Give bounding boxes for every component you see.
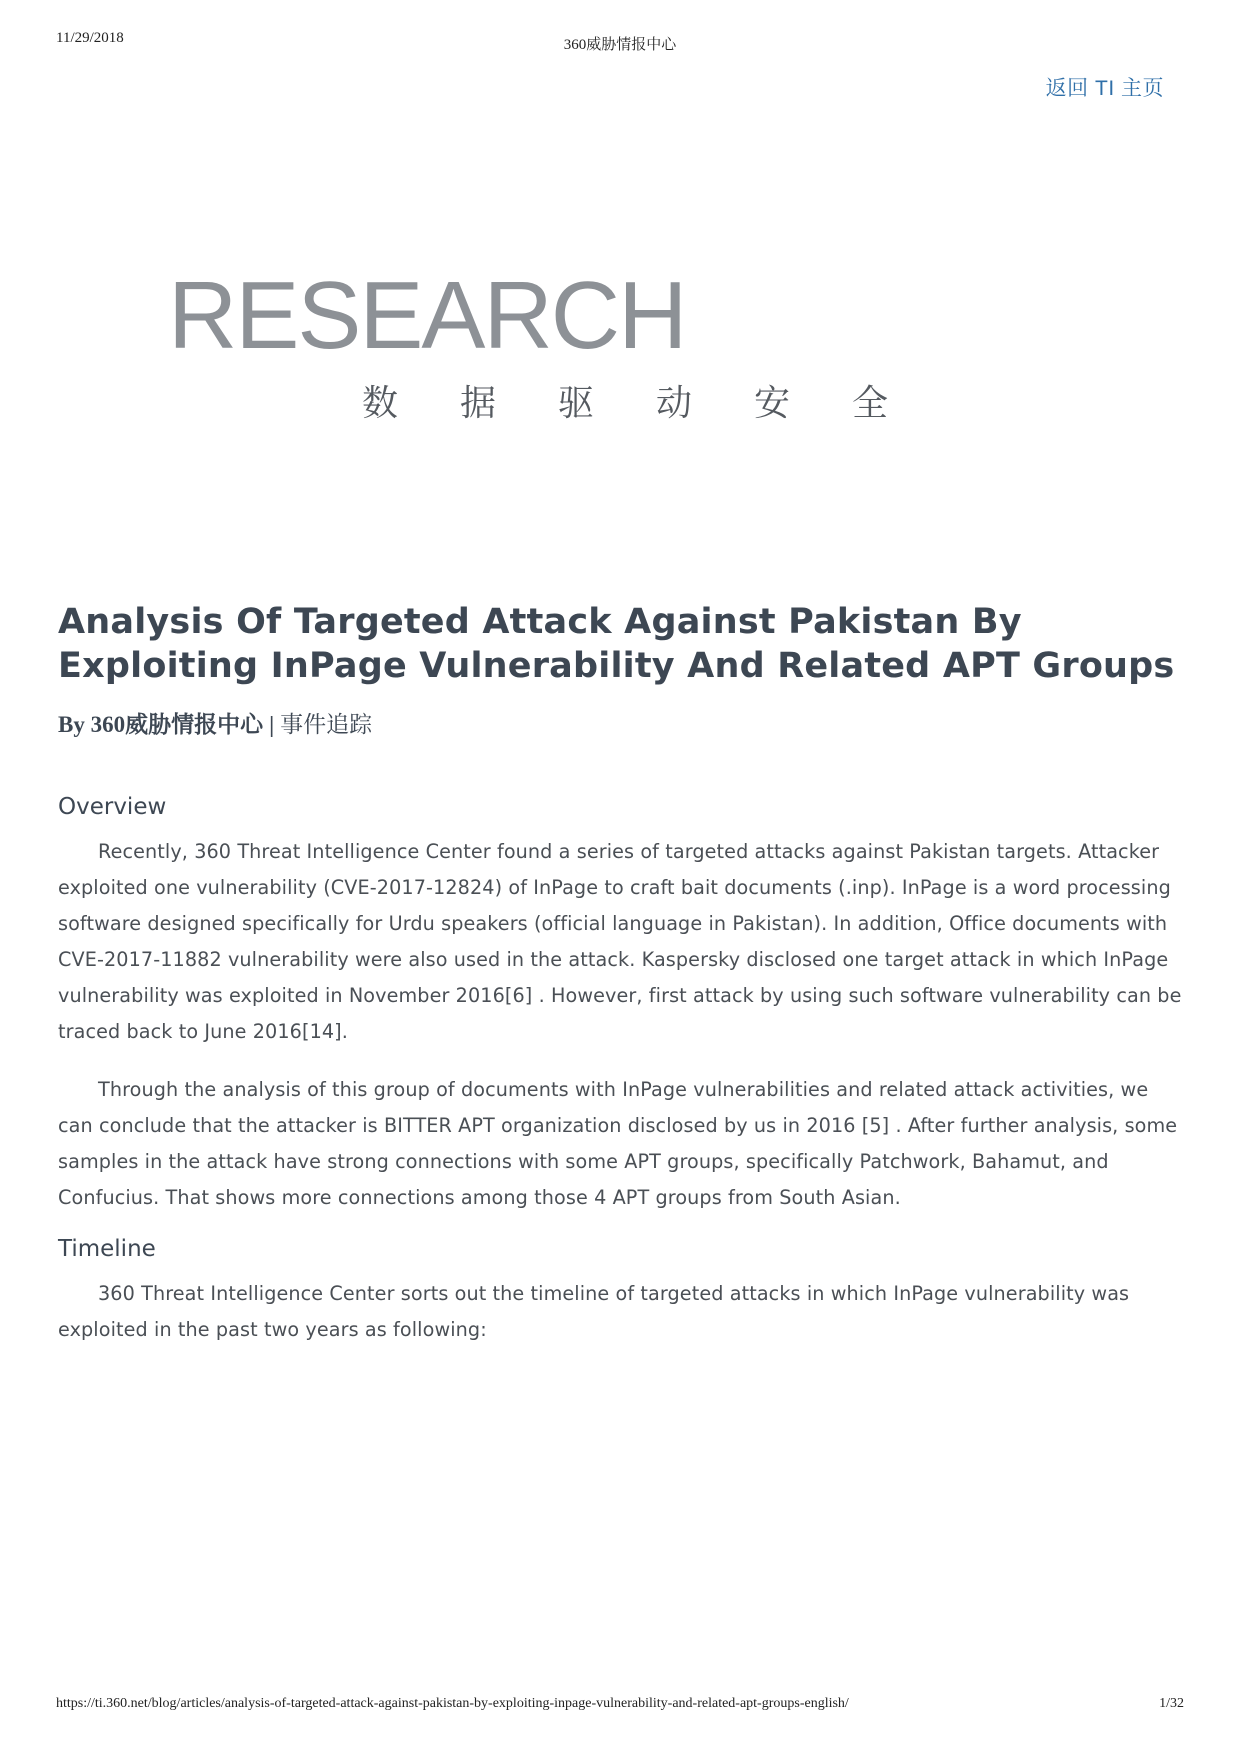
print-footer-url: https://ti.360.net/blog/articles/analysis-of-targeted-attack-against-pakistan-by-exploiting-inpage-vulnerability-and-related-apt-groups-english/ xyxy=(56,1696,849,1711)
byline-author[interactable]: By 360威胁情报中心 xyxy=(58,712,264,737)
print-page-number: 1/32 xyxy=(1159,1696,1184,1711)
article-byline xyxy=(58,706,372,739)
research-banner-title: RESEARCH xyxy=(168,262,686,369)
print-header-title: 360威胁情报中心 xyxy=(563,37,677,53)
byline-category[interactable]: 事件追踪 xyxy=(280,712,373,737)
overview-heading: Overview xyxy=(58,794,167,820)
banner-slogan: 数据驱动安全 xyxy=(362,383,951,424)
timeline-heading: Timeline xyxy=(58,1236,156,1262)
article-body xyxy=(58,792,1184,1370)
overview-paragraph-2: Through the analysis of this group of documents with InPage vulnerabilities and related attack activities, we can conclude that the attacker is BITTER APT organization disclosed by us in 2016 [5] . After further analysis, some samples in the attack have strong connections with some APT groups, specifically Patchwork, Bahamut, and Confucius. That shows more connections among those 4 APT groups from South Asian. xyxy=(58,1078,1178,1209)
article-title: Analysis Of Targeted Attack Against Pakistan By Exploiting InPage Vulnerability And Related APT Groups xyxy=(58,602,1175,686)
timeline-paragraph-1: 360 Threat Intelligence Center sorts out the timeline of targeted attacks in which InPage vulnerability was exploited in the past two years as following: xyxy=(58,1282,1130,1341)
back-to-ti-home-link[interactable]: 返回 TI 主页 xyxy=(1045,77,1164,100)
overview-paragraph-1: Recently, 360 Threat Intelligence Center found a series of targeted attacks against Pakistan targets. Attacker exploited one vulnerability (CVE-2017-12824) of InPage to craft bait documents (.inp). InPage is a word processing software designed specifically for Urdu speakers (official language in Pakistan). In addition, Office documents with CVE-2017-11882 vulnerability were also used in the attack. Kaspersky disclosed one target attack in which InPage vulnerability was exploited in November 2016[6] . However, first attack by using such software vulnerability can be traced back to June 2016[14]. xyxy=(58,840,1182,1043)
print-date: 11/29/2018 xyxy=(56,30,124,46)
byline-separator: | xyxy=(269,712,275,737)
